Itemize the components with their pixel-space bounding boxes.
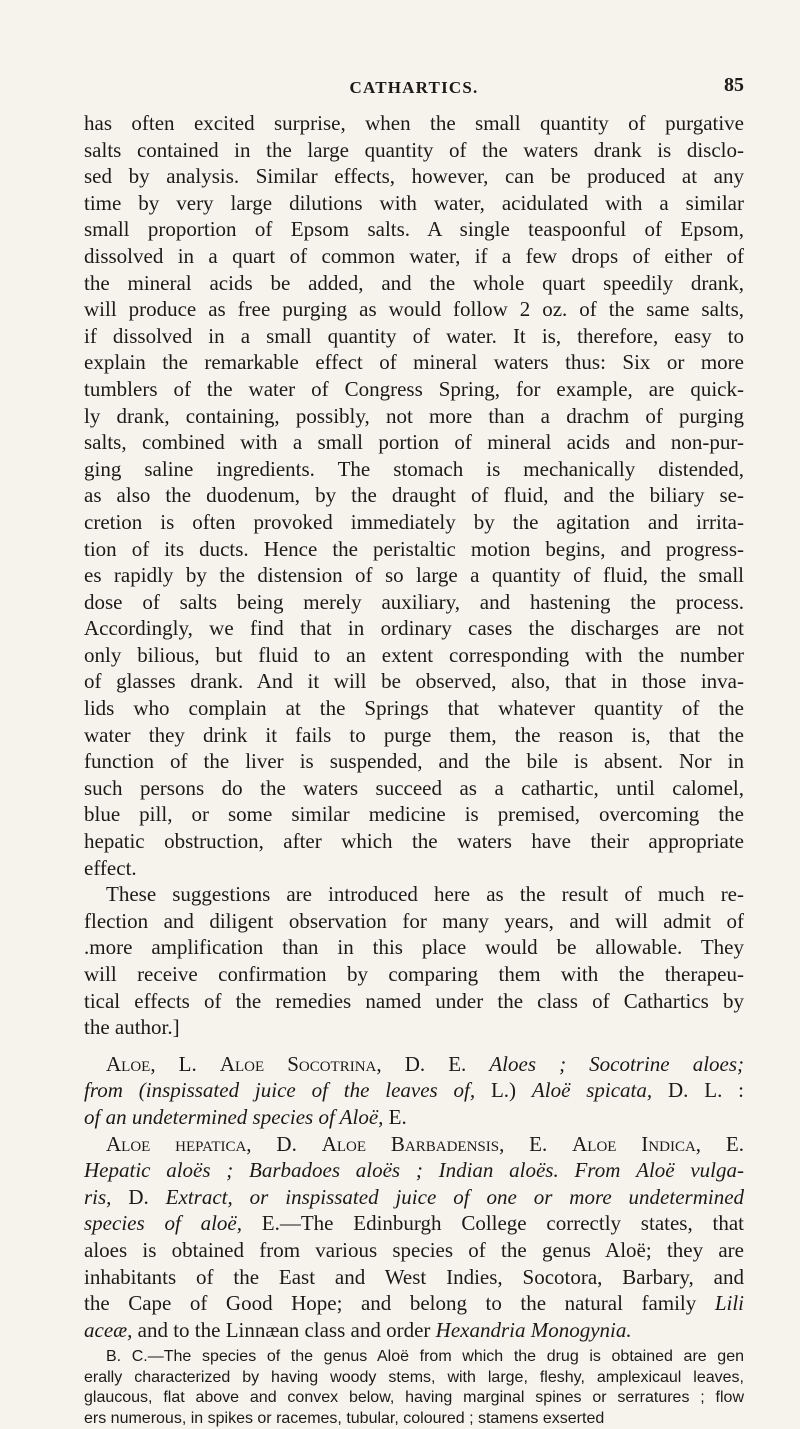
entry-text: (inspissated juice of the leaves of,	[138, 1078, 476, 1103]
text-line: will receive confirmation by comparing them with the therapeu-	[84, 962, 744, 986]
entry-text: and to the Linnæan class and order	[137, 1317, 431, 1342]
text-line: the mineral acids be added, and the whole quart speedily drank,	[84, 270, 744, 295]
text-line: effect.	[84, 855, 137, 880]
running-head	[84, 74, 744, 102]
text-line: ging saline ingredients. The stomach is mechanically distended,	[84, 456, 744, 481]
entry-text: of	[164, 1211, 181, 1236]
entry-text: or	[533, 1184, 553, 1209]
text-line: lids who complain at the Springs that whatever quantity of the	[84, 696, 744, 721]
text-line: dose of salts being merely auxiliary, and hastening the process.	[84, 589, 744, 614]
drug-name: Aloe Socotrina, D. E.	[219, 1051, 467, 1076]
running-title: CATHARTICS.	[349, 78, 479, 97]
text-line: dissolved in a quart of common water, if a few drops of either of	[84, 243, 744, 268]
text-line: tumblers of the water of Congress Spring, for example, are quick-	[84, 376, 744, 401]
entry-text: L.)	[490, 1078, 517, 1103]
botanical-note	[84, 1347, 744, 1429]
body-text	[84, 110, 744, 1429]
entry-text: E.	[388, 1104, 407, 1129]
entry-line: aloes is obtained from various species of the genus Aloë; they are	[84, 1237, 744, 1262]
entry-line	[84, 1317, 744, 1344]
species-name: Aloë spicata,	[531, 1078, 653, 1103]
entry-text: E.—The Edinburgh College correctly states, that	[261, 1211, 744, 1236]
text-line: flection and diligent observation for many years, and will admit of	[84, 908, 744, 933]
species-name: ris,	[84, 1184, 112, 1209]
text-line: only bilious, but fluid to an extent corresponding with the number	[84, 642, 744, 667]
text-line: ly drank, containing, possibly, not more than a drachm of purging	[84, 403, 744, 428]
text-line: blue pill, or some similar medicine is premised, overcoming the	[84, 802, 744, 827]
entry-text: more undetermined	[569, 1184, 744, 1209]
text-line: salts contained in the large quantity of the waters drank is disclo-	[84, 137, 744, 162]
entry-line	[84, 1157, 744, 1184]
text-line: salts, combined with a small portion of mineral acids and non-pur-	[84, 430, 744, 455]
entry-line	[84, 1290, 744, 1317]
common-name: Aloes ; Socotrine aloes;	[489, 1051, 744, 1076]
entry-line	[84, 1184, 744, 1211]
entry-text: From	[574, 1158, 621, 1183]
entry-text: D. L. :	[668, 1078, 744, 1103]
family-name: Lili	[714, 1291, 744, 1316]
text-line: time by very large dilutions with water, acidulated with a similar	[84, 190, 744, 215]
text-line: es rapidly by the distension of so large a quantity of fluid, the small	[84, 563, 744, 588]
note-line: ers numerous, in spikes or racemes, tubular, coloured ; stamens exserted	[84, 1409, 605, 1427]
entry-text: or	[249, 1184, 269, 1209]
text-line: .more amplification than in this place would be allowable. They	[84, 935, 744, 960]
entry-aloe-hepatica	[84, 1131, 744, 1344]
entry-line	[84, 1131, 744, 1158]
text-line: the author.]	[84, 1015, 180, 1040]
text-line: These suggestions are introduced here as the result of much re-	[106, 882, 744, 907]
text-line: explain the remarkable effect of mineral waters thus: Six or more	[84, 350, 744, 375]
paragraph-mineral-waters	[84, 110, 744, 881]
text-line: of glasses drank. And it will be observed, also, that in those inva-	[84, 669, 744, 694]
entry-text: species	[84, 1211, 145, 1236]
text-line: tical effects of the remedies named under the class of Cathartics by	[84, 988, 744, 1013]
drug-name: Aloe Indica, E.	[572, 1131, 744, 1156]
family-name: aceæ,	[84, 1317, 133, 1342]
entry-text: inspissated juice	[285, 1184, 437, 1209]
text-line: such persons do the waters succeed as a cathartic, until calomel,	[84, 775, 744, 800]
entry-aloe-socotrina	[84, 1051, 744, 1131]
text-line: water they drink it fails to purge them, the reason is, that the	[84, 722, 744, 747]
entry-line	[84, 1077, 744, 1104]
text-line: function of the liver is suspended, and the bile is absent. Nor in	[84, 749, 744, 774]
drug-name: Aloe Barbadensis, E.	[321, 1131, 548, 1156]
text-line: hepatic obstruction, after which the waters have their appropriate	[84, 829, 744, 854]
drug-name: Aloe, L.	[106, 1051, 197, 1076]
section-gap	[84, 1041, 744, 1051]
text-line: has often excited surprise, when the small quantity of purgative	[84, 111, 744, 135]
entry-text: aloë,	[200, 1211, 242, 1236]
entry-line	[84, 1051, 744, 1078]
text-line: sed by analysis. Similar effects, however, can be produced at any	[84, 164, 744, 189]
entry-text: of an undetermined species of Aloë,	[84, 1104, 384, 1129]
text-line: will produce as free purging as would follow 2 oz. of the same salts,	[84, 297, 744, 322]
note-line: erally characterized by having woody stems, with large, fleshy, amplexicaul leaves,	[84, 1368, 744, 1386]
note-line: B. C.—The species of the genus Aloë from which the drug is obtained are gen	[106, 1348, 744, 1366]
entry-text: from	[84, 1078, 123, 1103]
paragraph-suggestions	[84, 881, 744, 1041]
drug-name: Aloe hepatica, D.	[106, 1131, 297, 1156]
common-name: Hepatic aloës ; Barbadoes aloës ; Indian aloës.	[84, 1158, 559, 1183]
order-name: Hexandria Monogynia.	[435, 1317, 632, 1342]
entry-line	[84, 1210, 744, 1237]
text-line: tion of its ducts. Hence the peristaltic motion begins, and progress-	[84, 536, 744, 561]
entry-text: the Cape of Good Hope; and belong to the natural family	[84, 1291, 697, 1316]
page-number: 85	[724, 74, 744, 96]
entry-text: of	[453, 1184, 470, 1209]
entry-text: D.	[128, 1184, 149, 1209]
note-line: glaucous, flat above and convex below, having marginal spines or serratures ; flow	[84, 1389, 744, 1407]
species-name: Aloë vulga-	[636, 1158, 744, 1183]
entry-text: one	[486, 1184, 517, 1209]
text-line: Accordingly, we find that in ordinary cases the discharges are not	[84, 616, 744, 641]
text-line: if dissolved in a small quantity of water. It is, therefore, easy to	[84, 323, 744, 348]
entry-line	[84, 1104, 744, 1131]
text-line: as also the duodenum, by the draught of fluid, and the biliary se-	[84, 483, 744, 508]
text-line: cretion is often provoked immediately by the agitation and irrita-	[84, 509, 744, 534]
text-line: small proportion of Epsom salts. A single teaspoonful of Epsom,	[84, 217, 744, 242]
entry-text: Extract,	[165, 1184, 233, 1209]
entry-line: inhabitants of the East and West Indies, Socotora, Barbary, and	[84, 1264, 744, 1289]
